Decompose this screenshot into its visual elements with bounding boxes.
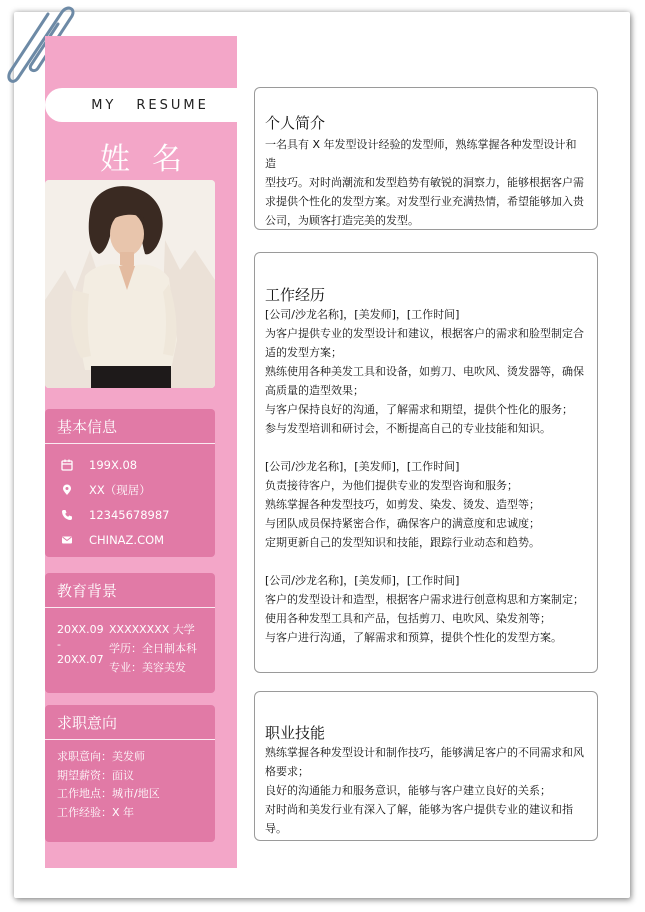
skills-title: 职业技能: [265, 724, 326, 742]
experience-line: 适的发型方案；: [265, 346, 342, 359]
experience-line: 使用各种发型工具和产品，包括剪刀、电吹风、染发剂等；: [265, 612, 551, 625]
location-text: XX（现居）: [89, 482, 151, 497]
job-intent-experience: 工作经验：X 年: [57, 805, 135, 819]
info-row-birthdate: [45, 452, 215, 477]
education-school: XXXXXXXX 大学: [109, 623, 195, 636]
experience-line: [公司/沙龙名称]，[美发师]，[工作时间]: [265, 574, 460, 587]
experience-line: 熟练掌握各种发型技巧，如剪发、染发、烫发、造型等；: [265, 498, 540, 511]
candidate-name: 姓名: [100, 142, 204, 177]
profile-line: 公司，为顾客打造完美的发型。: [265, 214, 419, 227]
email-icon: [59, 532, 75, 548]
experience-line: 与团队成员保持紧密合作，确保客户的满意度和忠诚度；: [265, 517, 540, 530]
profile-section: [254, 87, 598, 230]
profile-line: 求提供个性化的发型方案。对发型行业充满热情，希望能够加入贵: [265, 195, 584, 208]
experience-line: 为客户提供专业的发型设计和建议，根据客户的需求和脸型制定合: [265, 327, 584, 340]
calendar-icon: [59, 457, 75, 473]
job-intent-salary: 期望薪资：面议: [57, 768, 134, 782]
experience-title: 工作经历: [265, 286, 326, 304]
skills-line: 良好的沟通能力和服务意识，能够与客户建立良好的关系；: [265, 784, 551, 797]
education-date-start: 20XX.09: [57, 623, 104, 636]
phone-text: 12345678987: [89, 507, 170, 522]
job-intent-card: [45, 705, 215, 842]
education-major: 专业：美容美发: [109, 661, 186, 674]
phone-icon: [59, 507, 75, 523]
basic-info-card: [45, 409, 215, 557]
profile-title: 个人简介: [265, 114, 326, 132]
profile-text: [255, 135, 597, 230]
job-intent-location: 工作地点：城市/地区: [57, 787, 160, 800]
resume-word-my: MY: [91, 97, 117, 113]
experience-line: 熟练使用各种美发工具和设备，如剪刀、电吹风、烫发器等，确保: [265, 365, 584, 378]
education-date-end: 20XX.07: [57, 653, 104, 666]
education-card: [45, 573, 215, 693]
skills-line: 熟练掌握各种发型设计和制作技巧，能够满足客户的不同需求和风: [265, 746, 584, 759]
education-degree: 学历：全日制本科: [109, 642, 197, 655]
experience-line: [公司/沙龙名称]，[美发师]，[工作时间]: [265, 460, 460, 473]
basic-info-title: 基本信息: [45, 409, 215, 444]
experience-line: 定期更新自己的发型知识和技能，跟踪行业动态和趋势。: [265, 536, 540, 549]
experience-line: [公司/沙龙名称]，[美发师]，[工作时间]: [265, 308, 460, 321]
portrait-illustration: [45, 180, 215, 388]
skills-section: [254, 691, 598, 841]
experience-line: 客户的发型设计和造型，根据客户需求进行创意构思和方案制定；: [265, 593, 584, 606]
profile-photo: [45, 180, 215, 388]
info-row-email: [45, 527, 215, 552]
email-text: CHINAZ.COM: [89, 532, 165, 547]
education-details: [109, 620, 197, 677]
profile-line: 型技巧。对时尚潮流和发型趋势有敏锐的洞察力，能够根据客户需: [265, 176, 584, 189]
skills-line: 对时尚和美发行业有深入了解，能够为客户提供专业的建议和指导。: [265, 803, 573, 835]
education-title: 教育背景: [45, 573, 215, 608]
experience-line: 与客户保持良好的沟通，了解需求和期望，提供个性化的服务；: [265, 403, 573, 416]
skills-line: 格要求；: [265, 765, 309, 778]
resume-word-resume: RESUME: [136, 97, 209, 113]
experience-text: [255, 305, 597, 647]
job-intent-position: 求职意向：美发师: [57, 750, 145, 763]
info-row-phone: [45, 502, 215, 527]
education-dates: [57, 622, 109, 677]
birthdate-text: 199X.08: [89, 457, 138, 472]
location-pin-icon: [59, 482, 75, 498]
skills-text: [255, 743, 597, 838]
experience-line: 负责接待客户，为他们提供专业的发型咨询和服务；: [265, 479, 518, 492]
resume-banner: [45, 88, 255, 122]
education-date-sep: -: [57, 638, 61, 651]
experience-line: 参与发型培训和研讨会，不断提高自己的专业技能和知识。: [265, 422, 551, 435]
profile-line: 一名具有 X 年发型设计经验的发型师，熟练掌握各种发型设计和造: [265, 138, 577, 170]
experience-line: 与客户进行沟通，了解需求和预算，提供个性化的发型方案。: [265, 631, 562, 644]
info-row-location: [45, 477, 215, 502]
job-intent-title: 求职意向: [45, 705, 215, 740]
experience-line: 高质量的造型效果；: [265, 384, 364, 397]
experience-section: [254, 252, 598, 673]
